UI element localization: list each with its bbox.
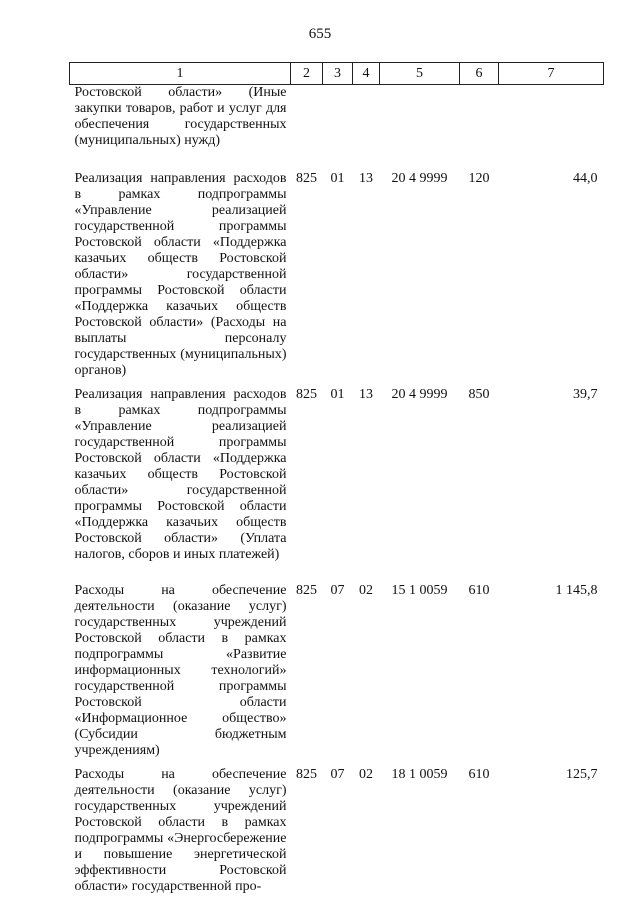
row-section-code: 07 xyxy=(330,766,345,782)
row-description: Реализация направления расходов в рамках подпрограммы «Управление реализацией государственной программы Ростовской области «Поддержка казачьих обществ Ростовской области» государственной программы Ростовской области «Поддержка казачьих обществ Ростовской области» (Расходы на выплаты персоналу государственных (муниципальных) органов) xyxy=(74,170,287,378)
row-target-article: 18 1 0059 xyxy=(391,766,448,782)
table-header xyxy=(70,63,604,85)
header-col-7: 7 xyxy=(499,63,604,85)
row-section-code: 07 xyxy=(330,582,345,598)
table-row xyxy=(70,767,604,903)
budget-table xyxy=(69,62,604,903)
row-subsection-code xyxy=(353,85,380,171)
header-row xyxy=(70,63,604,85)
row-section-code: 01 xyxy=(330,386,345,402)
row-target-article: 15 1 0059 xyxy=(391,582,448,598)
page-number: 655 xyxy=(308,26,332,42)
row-ministry-code: 825 xyxy=(296,582,317,598)
row-target-article xyxy=(380,85,460,171)
table-body xyxy=(70,85,604,903)
row-amount xyxy=(499,85,604,171)
row-section-code xyxy=(323,85,353,171)
row-expense-type: 610 xyxy=(468,766,490,782)
row-target-article: 20 4 9999 xyxy=(391,170,448,186)
row-subsection-code: 02 xyxy=(359,582,373,598)
row-description: Ростовской области» (Иные закупки товаров, работ и услуг для обеспечения государственных (муниципальных) нужд) xyxy=(74,85,287,148)
row-expense-type xyxy=(460,85,499,171)
row-amount: 125,7 xyxy=(566,766,598,782)
row-ministry-code: 825 xyxy=(296,386,317,402)
row-expense-type: 850 xyxy=(468,386,490,402)
header-col-4: 4 xyxy=(353,63,380,85)
row-subsection-code: 02 xyxy=(359,766,373,782)
header-col-1: 1 xyxy=(70,63,291,85)
row-expense-type: 610 xyxy=(468,582,490,598)
row-target-article: 20 4 9999 xyxy=(391,386,448,402)
table-row xyxy=(70,583,604,767)
row-description: Реализация направления расходов в рамках подпрограммы «Управление реализацией государственной программы Ростовской области «Поддержка казачьих обществ Ростовской области» государственной программы Ростовской области «Поддержка казачьих обществ Ростовской области» (Уплата налогов, сборов и иных платежей) xyxy=(74,386,287,562)
row-subsection-code: 13 xyxy=(359,386,373,402)
header-col-3: 3 xyxy=(323,63,353,85)
row-amount: 39,7 xyxy=(573,386,598,402)
row-description: Расходы на обеспечение деятельности (оказание услуг) государственных учреждений Ростовской области в рамках подпрограммы «Энергосбережение и повышение энергетической эффективности Ростовской области» государственной про- xyxy=(74,766,287,894)
row-subsection-code: 13 xyxy=(359,170,373,186)
row-expense-type: 120 xyxy=(468,170,490,186)
row-ministry-code: 825 xyxy=(296,170,317,186)
row-description: Расходы на обеспечение деятельности (оказание услуг) государственных учреждений Ростовской области в рамках подпрограммы «Развитие информационных технологий» государственной программы Ростовской области «Информационное общество» (Субсидии бюджетным учреждениям) xyxy=(74,582,287,758)
header-col-2: 2 xyxy=(291,63,323,85)
row-section-code: 01 xyxy=(330,170,345,186)
header-col-5: 5 xyxy=(380,63,460,85)
row-ministry-code xyxy=(291,85,323,171)
row-amount: 44,0 xyxy=(573,170,598,186)
row-amount: 1 145,8 xyxy=(555,582,598,598)
table-row xyxy=(70,171,604,387)
row-ministry-code: 825 xyxy=(296,766,317,782)
header-col-6: 6 xyxy=(460,63,499,85)
table-row xyxy=(70,85,604,171)
table-row xyxy=(70,387,604,583)
